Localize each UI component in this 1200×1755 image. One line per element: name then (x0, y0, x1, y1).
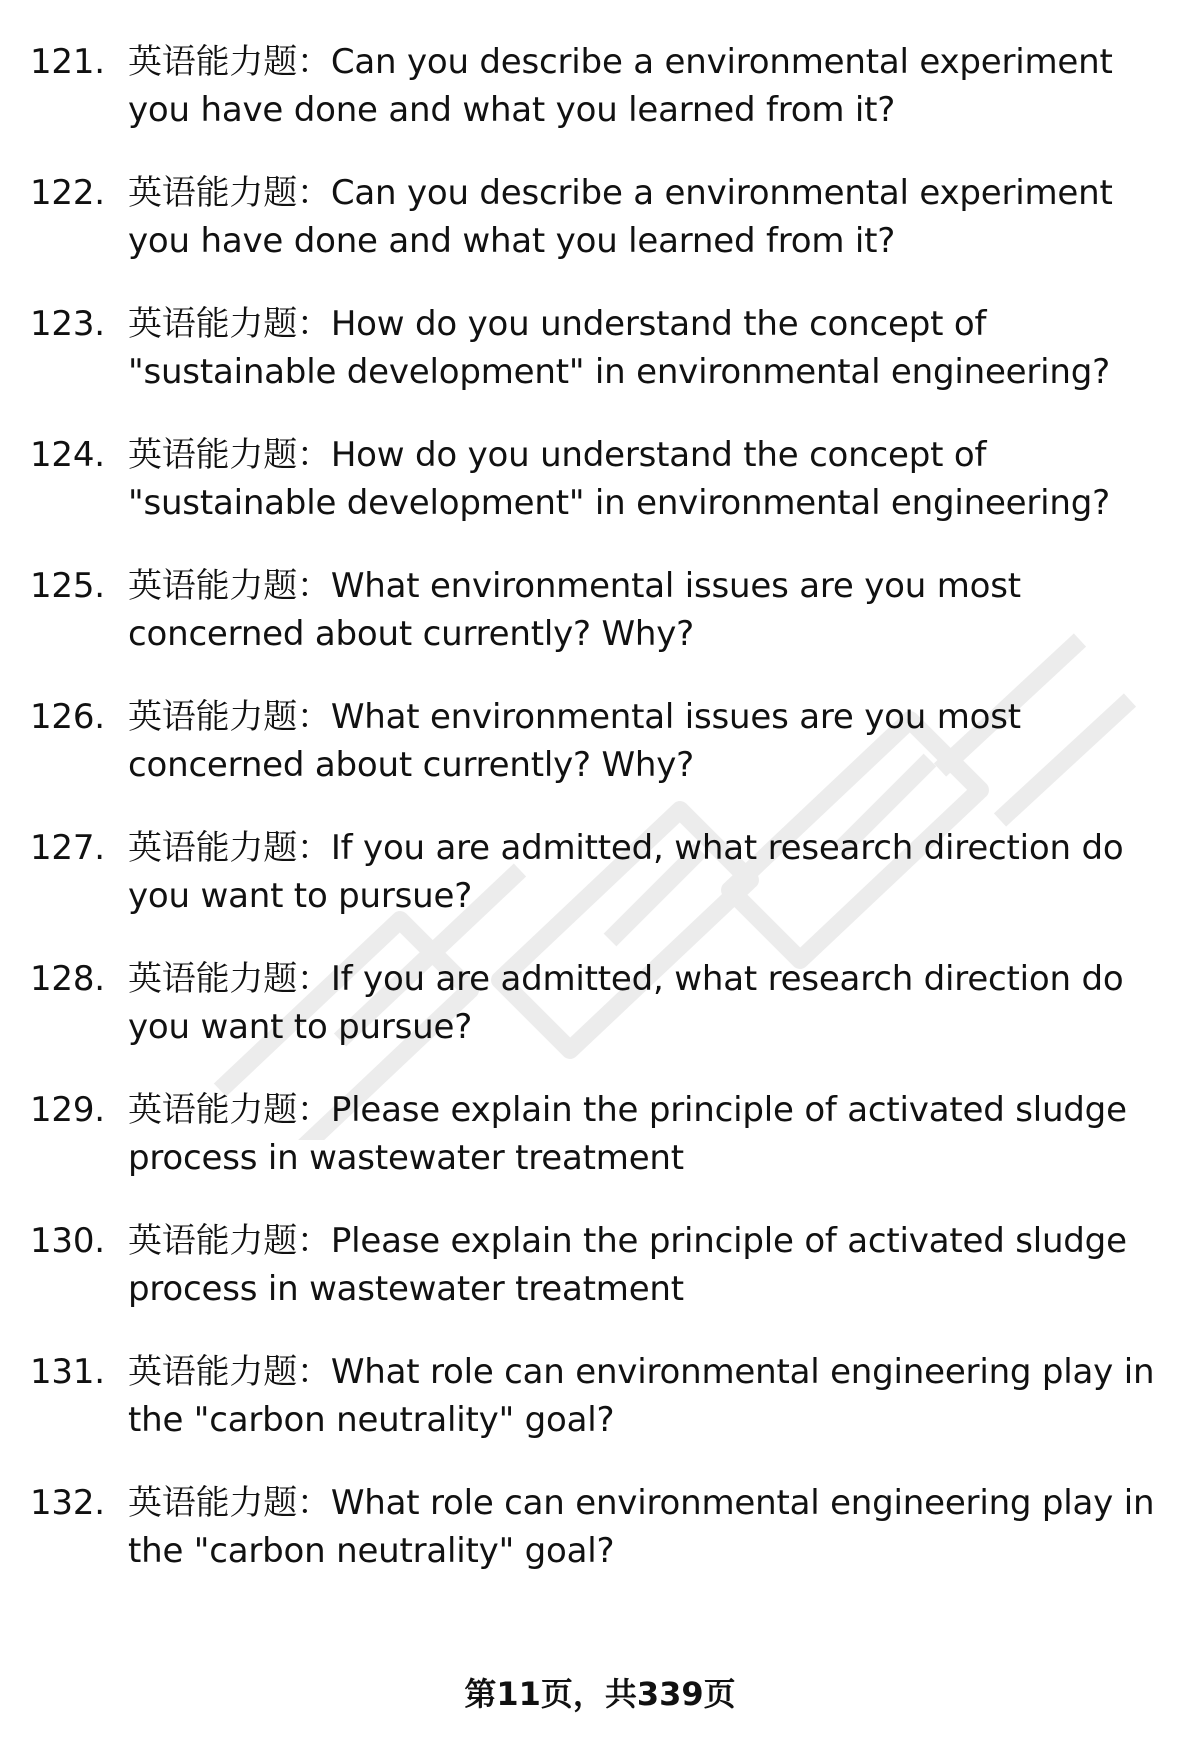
question-item (0, 300, 1200, 396)
question-text: Can you describe a environmental experiment you have done and what you learned from it? (128, 42, 1113, 130)
question-text: How do you understand the concept of "sustainable development" in environmental engineering? (128, 304, 1111, 392)
question-text: How do you understand the concept of "sustainable development" in environmental engineering? (128, 435, 1111, 523)
question-item (0, 955, 1200, 1051)
question-item (0, 1217, 1200, 1313)
question-text: What environmental issues are you most concerned about currently? Why? (128, 697, 1021, 785)
question-label: 英语能力题： (128, 828, 331, 868)
question-number: 123. (30, 304, 105, 344)
question-number: 128. (30, 959, 105, 999)
question-item (0, 693, 1200, 789)
question-number: 125. (30, 566, 105, 606)
question-label: 英语能力题： (128, 1352, 331, 1392)
question-label: 英语能力题： (128, 566, 331, 606)
question-item (0, 824, 1200, 920)
question-number: 127. (30, 828, 105, 868)
question-item (0, 1348, 1200, 1444)
question-label: 英语能力题： (128, 42, 331, 82)
question-text: What role can environmental engineering play in the "carbon neutrality" goal? (128, 1352, 1155, 1440)
question-item (0, 1479, 1200, 1575)
question-number: 122. (30, 173, 105, 213)
question-text: Please explain the principle of activated sludge process in wastewater treatment (128, 1221, 1127, 1309)
question-item (0, 562, 1200, 658)
question-label: 英语能力题： (128, 1090, 331, 1130)
question-number: 129. (30, 1090, 105, 1130)
question-text: If you are admitted, what research direction do you want to pursue? (128, 959, 1124, 1047)
question-label: 英语能力题： (128, 959, 331, 999)
question-text: Can you describe a environmental experiment you have done and what you learned from it? (128, 173, 1113, 261)
question-number: 121. (30, 42, 105, 82)
question-label: 英语能力题： (128, 435, 331, 475)
question-item (0, 1086, 1200, 1182)
question-item (0, 169, 1200, 265)
question-number: 132. (30, 1483, 105, 1523)
question-text: What environmental issues are you most concerned about currently? Why? (128, 566, 1021, 654)
question-list (0, 38, 1200, 1610)
question-number: 126. (30, 697, 105, 737)
question-text: Please explain the principle of activated sludge process in wastewater treatment (128, 1090, 1127, 1178)
question-text: What role can environmental engineering play in the "carbon neutrality" goal? (128, 1483, 1155, 1571)
page-footer: 第11页，共339页 (464, 1675, 736, 1713)
question-number: 131. (30, 1352, 105, 1392)
question-label: 英语能力题： (128, 697, 331, 737)
question-label: 英语能力题： (128, 304, 331, 344)
question-item (0, 38, 1200, 134)
question-number: 124. (30, 435, 105, 475)
question-label: 英语能力题： (128, 1483, 331, 1523)
question-label: 英语能力题： (128, 173, 331, 213)
question-number: 130. (30, 1221, 105, 1261)
question-text: If you are admitted, what research direction do you want to pursue? (128, 828, 1124, 916)
question-label: 英语能力题： (128, 1221, 331, 1261)
question-item (0, 431, 1200, 527)
